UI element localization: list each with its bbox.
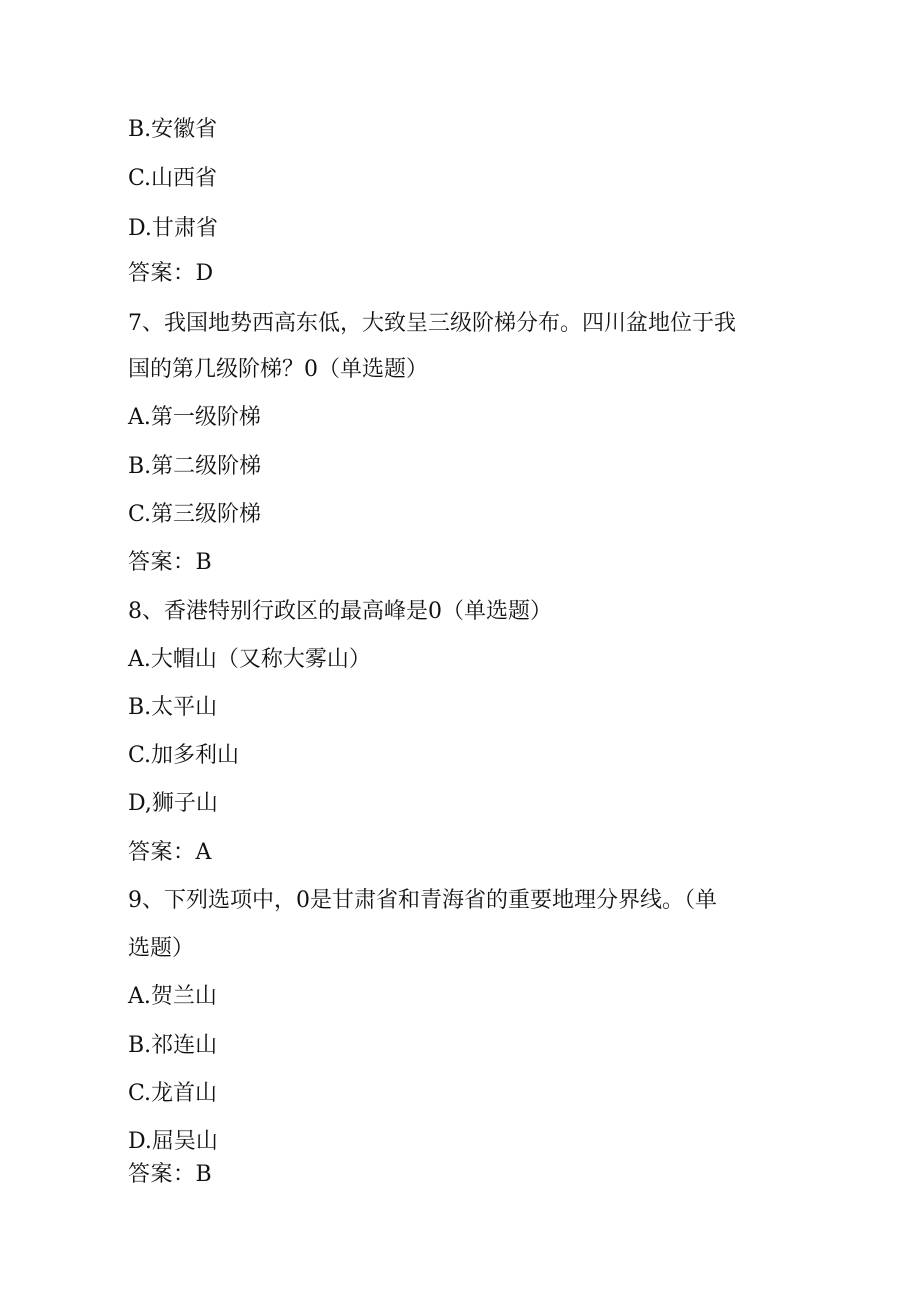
q6-option-d: D.甘肃省 — [128, 216, 218, 241]
q6-option-c: C.山西省 — [128, 166, 218, 191]
q8-option-c: C.加多利山 — [128, 743, 240, 768]
q7-answer: 答案：B — [128, 550, 213, 575]
q8-question-line1: 8、香港特别行政区的最高峰是0（单选题） — [128, 599, 552, 624]
q7-option-b: B.第二级阶梯 — [128, 454, 262, 479]
q9-option-b: B.祁连山 — [128, 1033, 218, 1058]
q9-option-d: D.屈吴山 — [128, 1129, 218, 1154]
q8-option-a: A.大帽山（又称大雾山） — [128, 647, 371, 672]
q9-question-line1: 9、下列选项中，0是甘肃省和青海省的重要地理分界线。（单 — [128, 888, 717, 913]
q8-option-b: B.太平山 — [128, 695, 218, 720]
q9-answer: 答案：B — [128, 1162, 213, 1187]
q8-answer: 答案：A — [128, 840, 212, 865]
q7-option-a: A.第一级阶梯 — [128, 405, 261, 430]
q9-option-c: C.龙首山 — [128, 1081, 218, 1106]
q6-option-b: B.安徽省 — [128, 117, 218, 142]
q7-question-line1: 7、我国地势西高东低，大致呈三级阶梯分布。四川盆地位于我 — [128, 311, 736, 336]
q7-option-c: C.第三级阶梯 — [128, 502, 262, 527]
q9-question-line2: 选题） — [128, 936, 195, 961]
q8-option-d: D,狮子山 — [128, 791, 218, 816]
q6-answer: 答案：D — [128, 261, 214, 286]
q7-question-line2: 国的第几级阶梯？0（单选题） — [128, 357, 428, 382]
q9-option-a: A.贺兰山 — [128, 984, 217, 1009]
